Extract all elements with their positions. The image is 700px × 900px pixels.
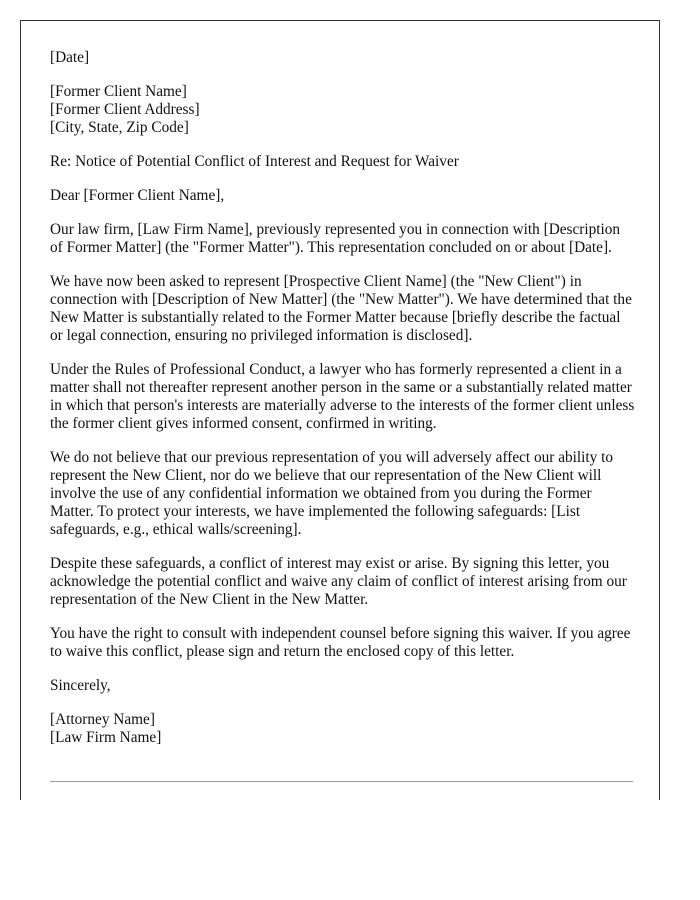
paragraph-rules: Under the Rules of Professional Conduct, a lawyer who has formerly represented a client in a matter shall not thereafter represent another person in the same or a substantially related matter in which that person's interests are materially adverse to the interests of the former client unless the former client gives informed consent, confirmed in writing. <box>50 361 635 432</box>
subject-line: Re: Notice of Potential Conflict of Interest and Request for Waiver <box>50 153 459 170</box>
letter-page <box>20 20 660 800</box>
paragraph-waiver: Despite these safeguards, a conflict of interest may exist or arise. By signing this letter, you acknowledge the potential conflict and waive any claim of conflict of interest arising from our representation of the New Client in the New Matter. <box>50 555 627 608</box>
signature-divider <box>50 781 633 782</box>
letter-date: [Date] <box>50 49 90 66</box>
paragraph-former-matter: Our law firm, [Law Firm Name], previously represented you in connection with [Description of Former Matter] (the "Former Matter"). This representation concluded on or about [Date]. <box>50 221 621 256</box>
paragraph-new-matter: We have now been asked to represent [Prospective Client Name] (the "New Client") in connection with [Description of New Matter] (the "New Matter"). We have determined that the New Matter is substantially related to the Former Matter because [briefly describe the factual or legal connection, ensuring no privileged information is disclosed]. <box>50 273 632 344</box>
law-firm-name: [Law Firm Name] <box>50 729 162 746</box>
recipient-address <box>50 83 636 137</box>
paragraph-safeguards: We do not believe that our previous representation of you will adversely affect our ability to represent the New Client, nor do we believe that our representation of the New Client will involve the use of any confidential information we obtained from you during the Former Matter. To protect your interests, we have implemented the following safeguards: [List safeguards, e.g., ethical walls/screening]. <box>50 449 614 538</box>
attorney-name: [Attorney Name] <box>50 711 155 728</box>
closing: Sincerely, <box>50 677 111 694</box>
paragraph-counsel: You have the right to consult with independent counsel before signing this waiver. If you agree to waive this conflict, please sign and return the enclosed copy of this letter. <box>50 625 631 660</box>
salutation: Dear [Former Client Name], <box>50 187 225 204</box>
letter-body <box>50 49 636 763</box>
recipient-city: [City, State, Zip Code] <box>50 119 189 136</box>
recipient-street: [Former Client Address] <box>50 101 200 118</box>
signature-block <box>50 711 636 747</box>
recipient-name: [Former Client Name] <box>50 83 187 100</box>
